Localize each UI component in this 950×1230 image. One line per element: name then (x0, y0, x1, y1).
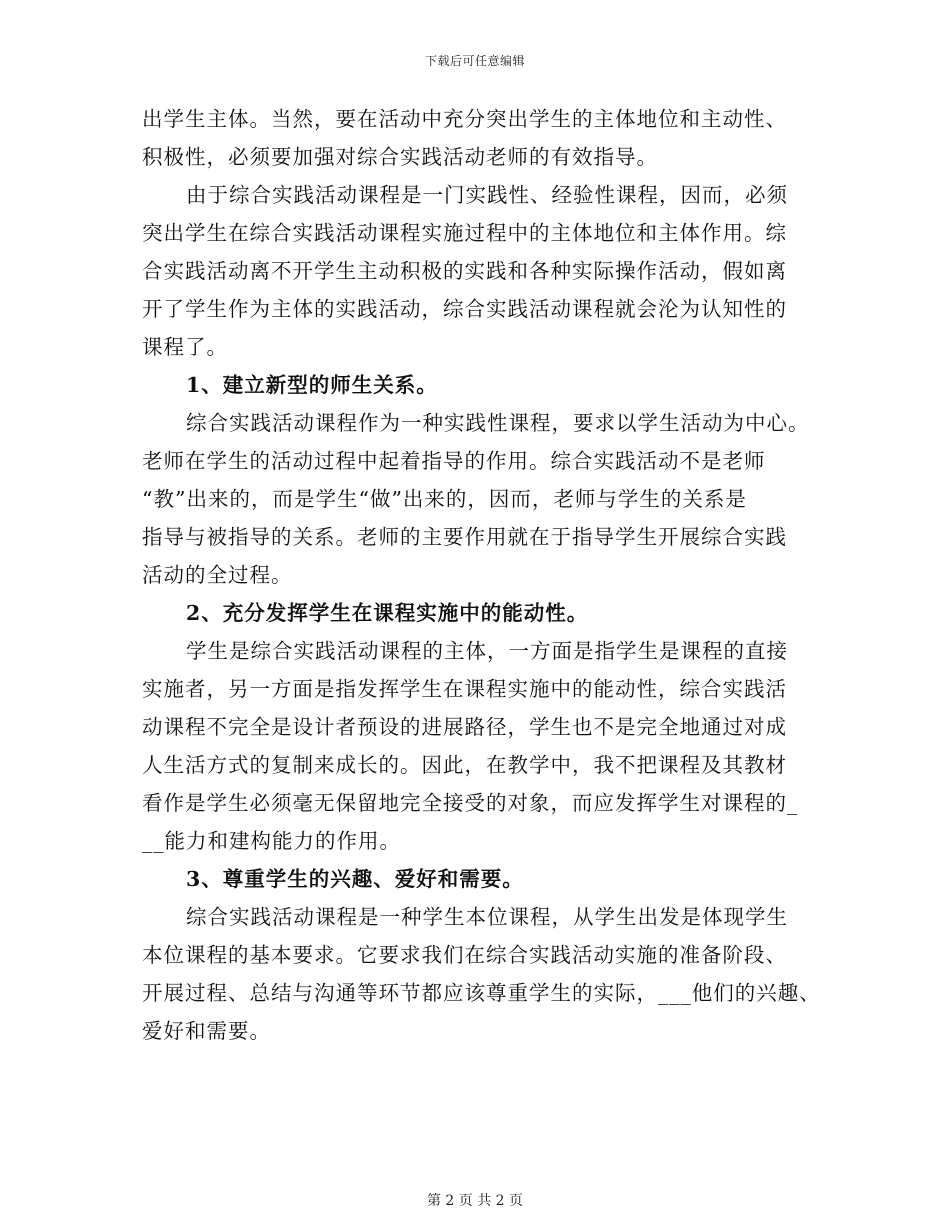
paragraph-line: 人生活方式的复制来成长的。因此，在教学中，我不把课程及其教材 (142, 753, 787, 777)
paragraph-line: 学生是综合实践活动课程的主体，一方面是指学生是课程的直接 (186, 639, 788, 663)
paragraph-line: 出学生主体。当然，要在活动中充分突出学生的主体地位和主动性、 (142, 107, 787, 131)
paragraph-line: 实施者，另一方面是指发挥学生在课程实施中的能动性，综合实践活 (142, 677, 787, 701)
paragraph-line: 开展过程、总结与沟通等环节都应该尊重学生的实际，___他们的兴趣、 (142, 981, 821, 1005)
section-heading: 2、充分发挥学生在课程实施中的能动性。 (186, 601, 589, 625)
paragraph-line: 动课程不完全是设计者预设的进展路径，学生也不是完全地通过对成 (142, 715, 787, 739)
paragraph-line: 看作是学生必须毫无保留地完全接受的对象，而应发挥学生对课程的_ (142, 791, 799, 815)
section-heading: 1、建立新型的师生关系。 (186, 373, 438, 397)
paragraph-line: 综合实践活动课程是一种学生本位课程，从学生出发是体现学生 (186, 905, 788, 929)
paragraph-line: 开了学生作为主体的实践活动，综合实践活动课程就会沦为认知性的 (142, 297, 787, 321)
paragraph-line: 指导与被指导的关系。老师的主要作用就在于指导学生开展综合实践 (142, 525, 787, 549)
paragraph-line: 由于综合实践活动课程是一门实践性、经验性课程，因而，必须 (186, 183, 788, 207)
paragraph-line: 合实践活动离不开学生主动积极的实践和各种实际操作活动，假如离 (142, 259, 787, 283)
page-footer: 第 2 页 共 2 页 (426, 1193, 524, 1209)
section-heading: 3、尊重学生的兴趣、爱好和需要。 (186, 867, 524, 891)
paragraph-line: 老师在学生的活动过程中起着指导的作用。综合实践活动不是老师 (142, 449, 766, 473)
paragraph-line: 爱好和需要。 (142, 1019, 271, 1043)
document-body (142, 100, 821, 1050)
paragraph-line: __能力和建构能力的作用。 (142, 829, 401, 853)
paragraph-line: 本位课程的基本要求。它要求我们在综合实践活动实施的准备阶段、 (142, 943, 787, 967)
paragraph-line: 积极性，必须要加强对综合实践活动老师的有效指导。 (142, 145, 658, 169)
paragraph-line: 活动的全过程。 (142, 563, 293, 587)
page-header: 下载后可任意编辑 (424, 54, 525, 68)
paragraph-line: “教”出来的，而是学生“做”出来的，因而，老师与学生的关系是 (142, 487, 747, 511)
paragraph-line: 综合实践活动课程作为一种实践性课程，要求以学生活动为中心。 (186, 411, 810, 435)
paragraph-line: 突出学生在综合实践活动课程实施过程中的主体地位和主体作用。综 (142, 221, 787, 245)
paragraph-line: 课程了。 (142, 335, 228, 359)
